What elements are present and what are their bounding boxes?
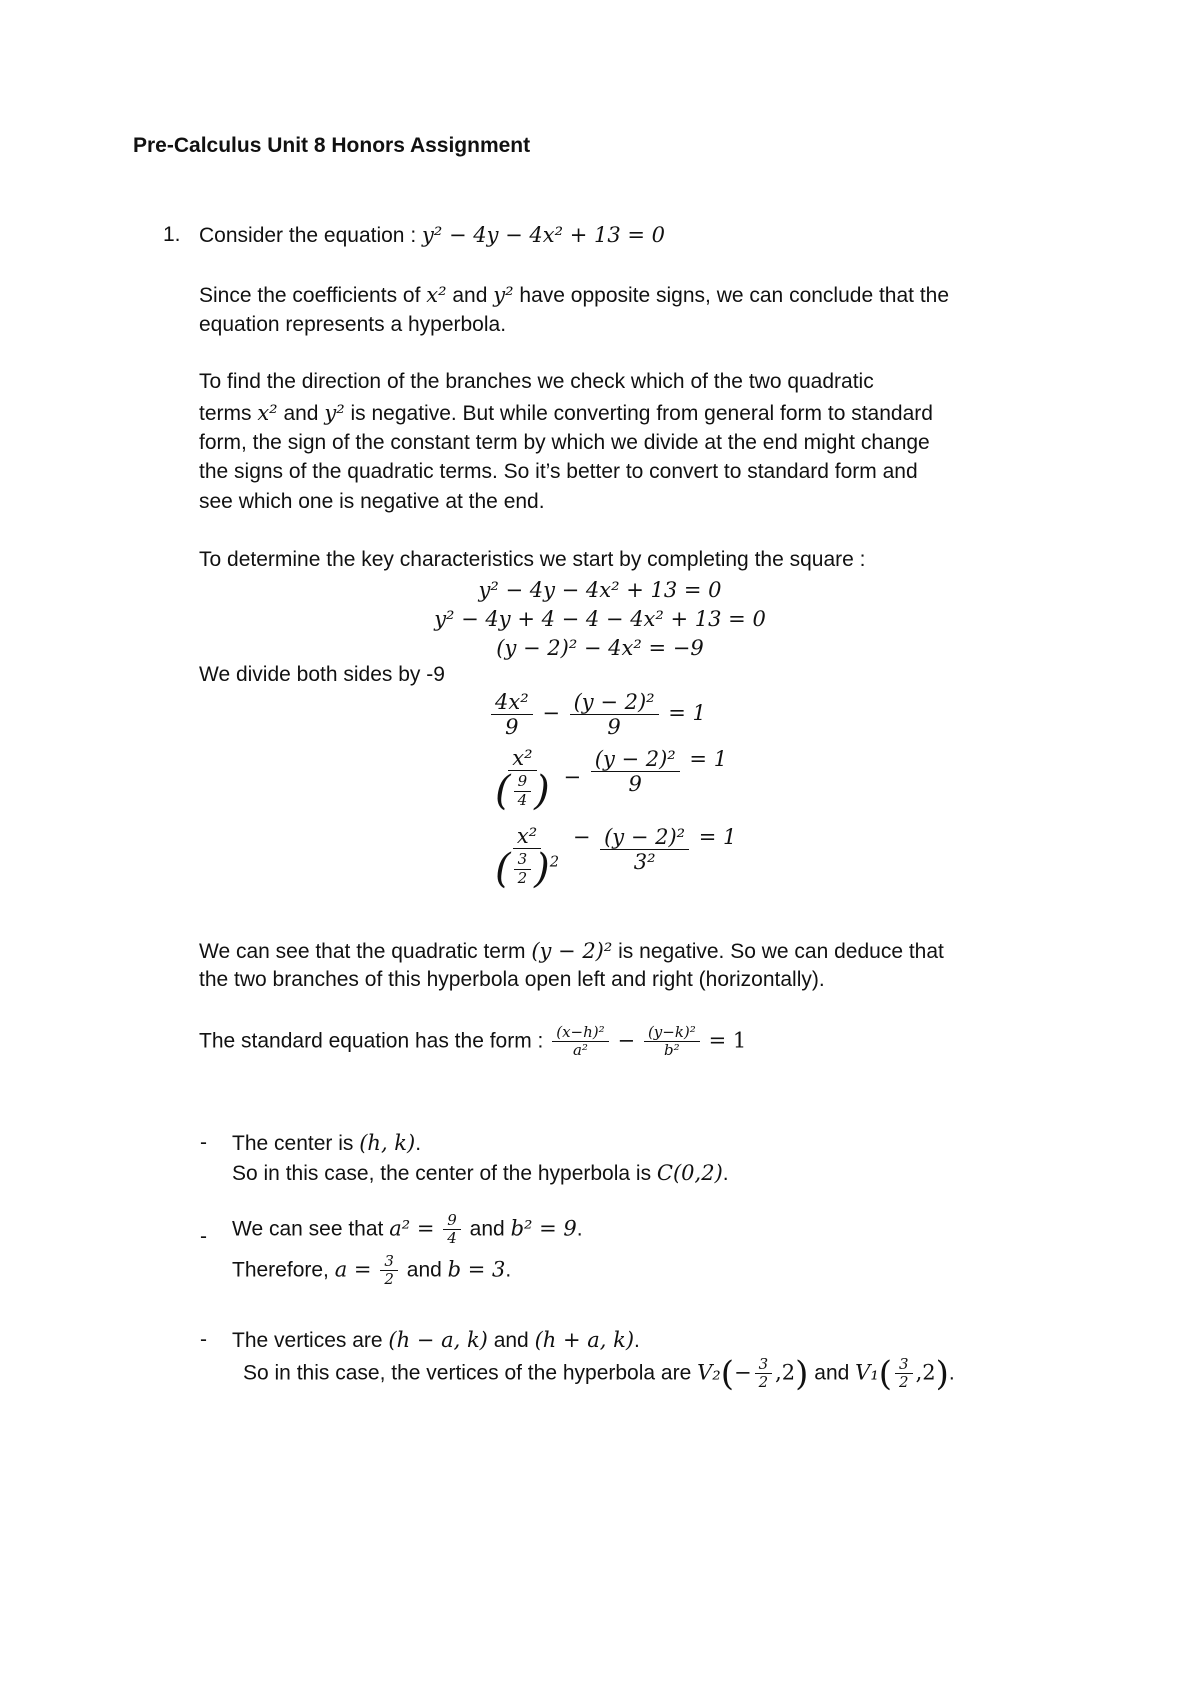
step-1-equation: y² − 4y − 4x² + 13 = 0 [478, 578, 722, 602]
paragraph-2-line-3: form, the sign of the constant term by which we divide at the end might change [199, 431, 930, 454]
math-term: (y − 2)² [531, 939, 613, 963]
text: We can see that [232, 1217, 384, 1241]
equals-one: = 1 [698, 825, 737, 850]
bullet-2-line-2 [232, 1253, 511, 1289]
math: (h − a, k) [388, 1328, 488, 1352]
text: and [469, 1217, 505, 1241]
minus-sign: − [563, 765, 582, 790]
text: The center is [232, 1132, 354, 1155]
equals-one: = 1 [689, 747, 728, 772]
text: terms [199, 402, 252, 425]
numerator: (y − 2)² [591, 747, 680, 772]
paren: ( [878, 1353, 893, 1394]
text: and [493, 1329, 529, 1352]
paren: ( [495, 768, 511, 815]
text: . [505, 1258, 512, 1282]
text: . [722, 1162, 729, 1185]
numerator: 9 [443, 1212, 461, 1230]
paragraph-2-line-2 [199, 397, 933, 430]
text: and [406, 1258, 442, 1282]
vertex-label: V₂ [697, 1360, 721, 1385]
numerator: (y − 2)² [570, 690, 659, 715]
minus-sign: − [617, 1028, 636, 1053]
step-2-equation: y² − 4y + 4 − 4 − 4x² + 13 = 0 [434, 607, 766, 631]
paragraph-4-line-2: the two branches of this hyperbola open left and right (horizontally). [199, 968, 825, 991]
math-x2: x² [426, 283, 447, 307]
numerator: x² [508, 746, 536, 771]
numerator: 3 [380, 1253, 398, 1271]
denominator: 9 [607, 715, 621, 740]
text: So in this case, the center of the hyperbola is [232, 1162, 652, 1185]
numerator: (x−h)² [552, 1024, 608, 1042]
denominator: 4 [517, 790, 528, 809]
denominator: 2 [384, 1270, 394, 1289]
math-center-form: (h, k) [359, 1131, 416, 1155]
page-title: Pre-Calculus Unit 8 Honors Assignment [133, 134, 531, 157]
bullet-3-line-2 [243, 1353, 955, 1394]
given-equation: y² − 4y − 4x² + 13 = 0 [422, 223, 665, 247]
denominator: 9 [505, 715, 519, 740]
question-number: 1. [163, 223, 181, 246]
numerator: (y − 2)² [600, 825, 689, 850]
numerator: 9 [514, 773, 532, 791]
denominator: 2 [758, 1373, 769, 1392]
bullet-3-line-1 [232, 1324, 640, 1357]
numerator: 3 [755, 1356, 773, 1374]
denominator: b² [664, 1041, 680, 1060]
bullet-1-line-1 [232, 1127, 421, 1160]
paren: ( [720, 1353, 734, 1394]
divide-note: We divide both sides by -9 [199, 663, 445, 686]
bullet-2-line-1 [232, 1212, 583, 1248]
math: a² = [389, 1216, 435, 1241]
bullet-dash: - [200, 1225, 207, 1248]
denominator: 3² [633, 850, 656, 875]
question-intro-line [199, 219, 665, 252]
minus-sign: − [542, 701, 560, 726]
text: The standard equation has the form : [199, 1029, 544, 1053]
text: is negative. So we can deduce that [618, 940, 944, 963]
denominator [491, 846, 563, 893]
fraction-equation-3 [488, 824, 737, 893]
text: . [415, 1132, 422, 1155]
paren: ) [534, 846, 550, 893]
bullet-1-line-2 [232, 1157, 729, 1190]
numerator: 4x² [491, 690, 533, 715]
denominator: a² [572, 1041, 588, 1060]
denominator: 4 [447, 1229, 457, 1248]
math: b = 3 [447, 1257, 506, 1282]
math-center: C(0,2) [656, 1161, 723, 1185]
text: have opposite signs, we can conclude that the [519, 284, 950, 307]
text: Therefore, [232, 1258, 329, 1282]
bullet-dash: - [200, 1131, 207, 1154]
intro-text: Consider the equation : [199, 224, 417, 247]
denominator: 9 [628, 772, 642, 797]
minus-sign: − [733, 1360, 752, 1385]
denominator: 2 [899, 1373, 909, 1392]
bullet-dash: - [200, 1328, 207, 1351]
math-y2: y² [324, 401, 345, 425]
paren: ) [534, 768, 550, 815]
paren: ) [795, 1353, 809, 1394]
comma-two: ,2 [915, 1360, 936, 1385]
paragraph-3: To determine the key characteristics we start by completing the square : [199, 548, 866, 571]
equals-one: = 1 [668, 701, 706, 726]
math: (h + a, k) [534, 1328, 635, 1352]
minus-sign: − [572, 825, 591, 850]
text: and [452, 284, 488, 307]
step-3-equation: (y − 2)² − 4x² = −9 [496, 636, 704, 660]
vertex-label: V₁ [855, 1360, 879, 1385]
paragraph-2-line-4: the signs of the quadratic terms. So it’s better to convert to standard form and [199, 460, 918, 483]
comma-two: ,2 [775, 1360, 796, 1385]
text: Since the coefficients of [199, 284, 421, 307]
paragraph-1-line-2: equation represents a hyperbola. [199, 313, 507, 336]
text: . [576, 1217, 583, 1241]
text: The vertices are [232, 1329, 383, 1352]
math: b² = 9 [510, 1216, 577, 1241]
equals-one: = 1 [708, 1028, 747, 1053]
paragraph-2-line-1: To find the direction of the branches we check which of the two quadratic [199, 370, 874, 393]
numerator: (y−k)² [644, 1024, 700, 1042]
text: We can see that the quadratic term [199, 940, 526, 963]
text: is negative. But while converting from general form to standard [350, 402, 933, 425]
denominator [491, 768, 554, 815]
paren: ( [495, 846, 511, 893]
text: . [948, 1361, 955, 1385]
standard-form-line [199, 1024, 746, 1060]
math: a = [334, 1257, 372, 1282]
fraction-equation-2 [488, 746, 728, 815]
numerator: x² [513, 824, 541, 849]
paragraph-2-line-5: see which one is negative at the end. [199, 490, 545, 513]
text: So in this case, the vertices of the hyperbola are [243, 1361, 692, 1385]
math-y2: y² [493, 283, 514, 307]
paragraph-1-line-1 [199, 279, 949, 312]
exponent: 2 [549, 853, 560, 871]
numerator: 3 [514, 851, 532, 869]
text: and [283, 402, 319, 425]
fraction-equation-1 [488, 690, 706, 739]
numerator: 3 [895, 1356, 913, 1374]
denominator: 2 [517, 868, 528, 887]
paren: ) [935, 1353, 949, 1394]
text: . [634, 1329, 640, 1352]
math-x2: x² [257, 401, 278, 425]
text: and [814, 1361, 850, 1385]
